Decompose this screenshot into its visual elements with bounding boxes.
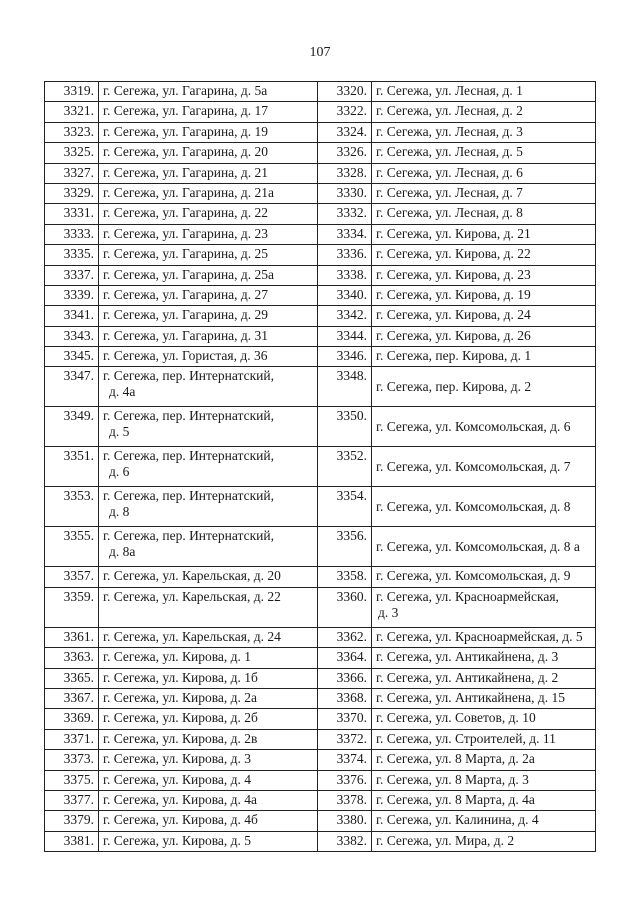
address-left-line2: д. 8	[109, 504, 130, 520]
entry-number-right: 3344.	[318, 326, 372, 346]
entry-number-left: 3353.	[45, 487, 99, 527]
address-left: г. Сегежа, ул. Карельская, д. 24	[99, 627, 318, 647]
entry-number-right: 3358.	[318, 567, 372, 587]
address-right: г. Сегежа, ул. Комсомольская, д. 8 а	[372, 527, 596, 567]
entry-number-left: 3379.	[45, 811, 99, 831]
address-left: г. Сегежа, ул. Кирова, д. 1б	[99, 668, 318, 688]
entry-number-right: 3382.	[318, 831, 372, 851]
address-left: г. Сегежа, ул. Гагарина, д. 25а	[99, 265, 318, 285]
address-right: г. Сегежа, пер. Кирова, д. 1	[372, 347, 596, 367]
entry-number-right: 3350.	[318, 407, 372, 447]
entry-number-left: 3357.	[45, 567, 99, 587]
entry-number-right: 3340.	[318, 285, 372, 305]
address-left: г. Сегежа, ул. Гагарина, д. 29	[99, 306, 318, 326]
address-left-line2: д. 5	[109, 424, 130, 440]
entry-number-right: 3366.	[318, 668, 372, 688]
address-right: г. Сегежа, ул. Кирова, д. 21	[372, 224, 596, 244]
entry-number-left: 3359.	[45, 587, 99, 627]
entry-number-left: 3333.	[45, 224, 99, 244]
address-left	[99, 447, 318, 487]
table-row	[45, 627, 596, 647]
entry-number-right: 3324.	[318, 122, 372, 142]
entry-number-left: 3373.	[45, 750, 99, 770]
entry-number-right: 3354.	[318, 487, 372, 527]
entry-number-right: 3334.	[318, 224, 372, 244]
address-right	[372, 587, 596, 627]
table-row	[45, 447, 596, 487]
address-right: г. Сегежа, ул. Комсомольская, д. 8	[372, 487, 596, 527]
table-row	[45, 831, 596, 851]
address-left: г. Сегежа, ул. Кирова, д. 1	[99, 648, 318, 668]
address-left	[99, 367, 318, 407]
address-right: г. Сегежа, ул. Антикайнена, д. 2	[372, 668, 596, 688]
address-right-line2: д. 3	[378, 604, 399, 620]
address-left-line2: д. 8а	[109, 544, 136, 560]
address-right: г. Сегежа, ул. 8 Марта, д. 2а	[372, 750, 596, 770]
table-row	[45, 265, 596, 285]
address-right: г. Сегежа, ул. Комсомольская, д. 9	[372, 567, 596, 587]
entry-number-right: 3380.	[318, 811, 372, 831]
page-number: 107	[309, 45, 331, 60]
table-row	[45, 770, 596, 790]
table-row	[45, 729, 596, 749]
table-row	[45, 811, 596, 831]
address-right: г. Сегежа, ул. Кирова, д. 19	[372, 285, 596, 305]
table-row	[45, 487, 596, 527]
address-left	[99, 527, 318, 567]
entry-number-left: 3381.	[45, 831, 99, 851]
entry-number-left: 3325.	[45, 143, 99, 163]
entry-number-right: 3364.	[318, 648, 372, 668]
address-left-line2: д. 6	[109, 464, 130, 480]
address-left: г. Сегежа, ул. Карельская, д. 20	[99, 567, 318, 587]
table-row	[45, 689, 596, 709]
address-right: г. Сегежа, ул. Мира, д. 2	[372, 831, 596, 851]
entry-number-left: 3323.	[45, 122, 99, 142]
address-right: г. Сегежа, ул. Комсомольская, д. 7	[372, 447, 596, 487]
table-row	[45, 790, 596, 810]
entry-number-left: 3345.	[45, 347, 99, 367]
entry-number-right: 3362.	[318, 627, 372, 647]
entry-number-right: 3370.	[318, 709, 372, 729]
address-left: г. Сегежа, ул. Кирова, д. 4	[99, 770, 318, 790]
entry-number-left: 3367.	[45, 689, 99, 709]
address-left: г. Сегежа, ул. Кирова, д. 5	[99, 831, 318, 851]
entry-number-left: 3375.	[45, 770, 99, 790]
address-left: г. Сегежа, ул. Гагарина, д. 25	[99, 245, 318, 265]
entry-number-left: 3371.	[45, 729, 99, 749]
table-row	[45, 407, 596, 447]
entry-number-left: 3321.	[45, 102, 99, 122]
address-table	[44, 81, 596, 852]
address-left: г. Сегежа, ул. Гагарина, д. 31	[99, 326, 318, 346]
entry-number-right: 3372.	[318, 729, 372, 749]
address-left: г. Сегежа, ул. Кирова, д. 2а	[99, 689, 318, 709]
address-right: г. Сегежа, ул. Лесная, д. 1	[372, 82, 596, 102]
table-row	[45, 709, 596, 729]
address-right: г. Сегежа, ул. Красноармейская, д. 5	[372, 627, 596, 647]
table-row	[45, 587, 596, 627]
entry-number-left: 3331.	[45, 204, 99, 224]
table-row	[45, 143, 596, 163]
table-row	[45, 347, 596, 367]
table-row	[45, 306, 596, 326]
address-left: г. Сегежа, ул. Кирова, д. 2в	[99, 729, 318, 749]
address-right: г. Сегежа, ул. Кирова, д. 23	[372, 265, 596, 285]
entry-number-right: 3332.	[318, 204, 372, 224]
entry-number-right: 3378.	[318, 790, 372, 810]
entry-number-left: 3365.	[45, 668, 99, 688]
table-row	[45, 285, 596, 305]
address-left	[99, 487, 318, 527]
address-left: г. Сегежа, ул. Гагарина, д. 21а	[99, 183, 318, 203]
address-left: г. Сегежа, ул. Кирова, д. 3	[99, 750, 318, 770]
entry-number-left: 3337.	[45, 265, 99, 285]
address-left-line1: г. Сегежа, пер. Интернатский,	[103, 408, 274, 424]
address-right: г. Сегежа, ул. Антикайнена, д. 15	[372, 689, 596, 709]
address-right: г. Сегежа, ул. Лесная, д. 7	[372, 183, 596, 203]
entry-number-left: 3329.	[45, 183, 99, 203]
address-right: г. Сегежа, ул. Калинина, д. 4	[372, 811, 596, 831]
address-right: г. Сегежа, ул. Комсомольская, д. 6	[372, 407, 596, 447]
address-right-line1: г. Сегежа, ул. Красноармейская,	[376, 588, 559, 604]
entry-number-right: 3342.	[318, 306, 372, 326]
entry-number-right: 3368.	[318, 689, 372, 709]
address-left: г. Сегежа, ул. Гагарина, д. 5а	[99, 82, 318, 102]
address-right: г. Сегежа, ул. Лесная, д. 8	[372, 204, 596, 224]
address-table-body	[45, 82, 596, 852]
table-row	[45, 527, 596, 567]
address-left: г. Сегежа, ул. Кирова, д. 4а	[99, 790, 318, 810]
table-row	[45, 224, 596, 244]
entry-number-right: 3326.	[318, 143, 372, 163]
entry-number-right: 3336.	[318, 245, 372, 265]
entry-number-right: 3338.	[318, 265, 372, 285]
address-left: г. Сегежа, ул. Гористая, д. 36	[99, 347, 318, 367]
address-left-line1: г. Сегежа, пер. Интернатский,	[103, 368, 274, 384]
address-left: г. Сегежа, ул. Гагарина, д. 17	[99, 102, 318, 122]
entry-number-left: 3335.	[45, 245, 99, 265]
address-left: г. Сегежа, ул. Кирова, д. 2б	[99, 709, 318, 729]
entry-number-left: 3351.	[45, 447, 99, 487]
address-right: г. Сегежа, ул. Кирова, д. 22	[372, 245, 596, 265]
entry-number-right: 3330.	[318, 183, 372, 203]
address-right: г. Сегежа, ул. 8 Марта, д. 4а	[372, 790, 596, 810]
address-right: г. Сегежа, ул. Кирова, д. 24	[372, 306, 596, 326]
table-row	[45, 326, 596, 346]
entry-number-left: 3319.	[45, 82, 99, 102]
address-right: г. Сегежа, ул. Лесная, д. 2	[372, 102, 596, 122]
entry-number-left: 3377.	[45, 790, 99, 810]
table-row	[45, 82, 596, 102]
address-left	[99, 407, 318, 447]
address-left: г. Сегежа, ул. Гагарина, д. 19	[99, 122, 318, 142]
entry-number-right: 3348.	[318, 367, 372, 407]
entry-number-right: 3356.	[318, 527, 372, 567]
entry-number-right: 3374.	[318, 750, 372, 770]
entry-number-left: 3361.	[45, 627, 99, 647]
address-left-line1: г. Сегежа, пер. Интернатский,	[103, 528, 274, 544]
address-right: г. Сегежа, ул. Советов, д. 10	[372, 709, 596, 729]
table-row	[45, 648, 596, 668]
address-right: г. Сегежа, пер. Кирова, д. 2	[372, 367, 596, 407]
entry-number-left: 3363.	[45, 648, 99, 668]
table-row	[45, 668, 596, 688]
table-row	[45, 750, 596, 770]
address-left-line1: г. Сегежа, пер. Интернатский,	[103, 448, 274, 464]
address-left: г. Сегежа, ул. Карельская, д. 22	[99, 587, 318, 627]
entry-number-left: 3339.	[45, 285, 99, 305]
entry-number-right: 3322.	[318, 102, 372, 122]
entry-number-right: 3376.	[318, 770, 372, 790]
address-right: г. Сегежа, ул. Лесная, д. 6	[372, 163, 596, 183]
address-right: г. Сегежа, ул. 8 Марта, д. 3	[372, 770, 596, 790]
table-row	[45, 102, 596, 122]
address-right: г. Сегежа, ул. Лесная, д. 3	[372, 122, 596, 142]
address-left: г. Сегежа, ул. Гагарина, д. 23	[99, 224, 318, 244]
entry-number-left: 3343.	[45, 326, 99, 346]
table-row	[45, 367, 596, 407]
table-row	[45, 567, 596, 587]
address-left: г. Сегежа, ул. Гагарина, д. 22	[99, 204, 318, 224]
entry-number-left: 3355.	[45, 527, 99, 567]
address-left: г. Сегежа, ул. Кирова, д. 4б	[99, 811, 318, 831]
table-row	[45, 245, 596, 265]
entry-number-left: 3347.	[45, 367, 99, 407]
entry-number-right: 3346.	[318, 347, 372, 367]
entry-number-right: 3320.	[318, 82, 372, 102]
address-left: г. Сегежа, ул. Гагарина, д. 20	[99, 143, 318, 163]
table-row	[45, 163, 596, 183]
entry-number-right: 3352.	[318, 447, 372, 487]
table-row	[45, 122, 596, 142]
entry-number-right: 3328.	[318, 163, 372, 183]
address-left-line2: д. 4а	[109, 384, 136, 400]
table-row	[45, 183, 596, 203]
address-right: г. Сегежа, ул. Лесная, д. 5	[372, 143, 596, 163]
address-right: г. Сегежа, ул. Строителей, д. 11	[372, 729, 596, 749]
address-left-line1: г. Сегежа, пер. Интернатский,	[103, 488, 274, 504]
entry-number-left: 3327.	[45, 163, 99, 183]
address-right: г. Сегежа, ул. Кирова, д. 26	[372, 326, 596, 346]
address-left: г. Сегежа, ул. Гагарина, д. 21	[99, 163, 318, 183]
entry-number-left: 3369.	[45, 709, 99, 729]
entry-number-left: 3341.	[45, 306, 99, 326]
entry-number-left: 3349.	[45, 407, 99, 447]
address-left: г. Сегежа, ул. Гагарина, д. 27	[99, 285, 318, 305]
table-row	[45, 204, 596, 224]
entry-number-right: 3360.	[318, 587, 372, 627]
address-right: г. Сегежа, ул. Антикайнена, д. 3	[372, 648, 596, 668]
